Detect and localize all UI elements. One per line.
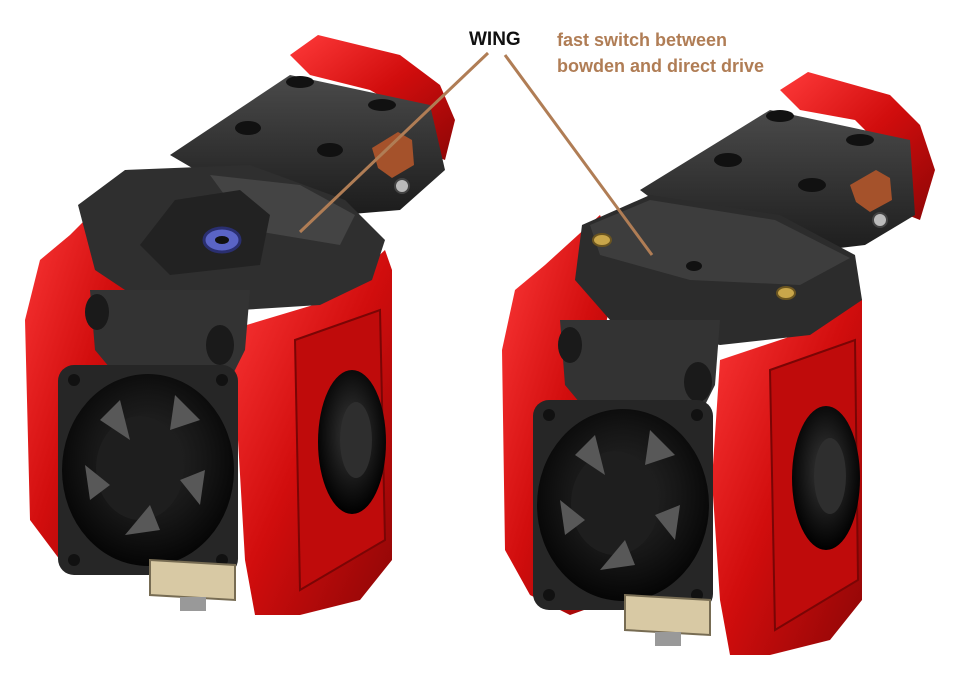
right-front-recess-left xyxy=(558,327,582,363)
left-bowden-coupler-hole xyxy=(215,236,229,244)
left-fan-screw-1 xyxy=(68,374,80,386)
left-blower-hub xyxy=(340,402,372,478)
left-top-hole-1 xyxy=(286,76,314,88)
left-top-hole-2 xyxy=(235,121,261,135)
left-latch-screw xyxy=(395,179,409,193)
switch-note xyxy=(557,27,764,79)
left-top-hole-3 xyxy=(317,143,343,157)
right-fan-screw-1 xyxy=(543,409,555,421)
left-front-recess-left xyxy=(85,294,109,330)
left-heater-block xyxy=(150,560,235,600)
left-extruder-assembly xyxy=(25,35,455,615)
right-fan-screw-2 xyxy=(691,409,703,421)
right-top-hole-4 xyxy=(846,134,874,146)
left-fan-hub xyxy=(96,416,184,520)
right-top-hole-1 xyxy=(766,110,794,122)
right-blower-hub xyxy=(814,438,846,514)
right-insert-left xyxy=(593,234,611,246)
left-fan-screw-3 xyxy=(68,554,80,566)
right-heater-block xyxy=(625,595,710,635)
right-fan-hub xyxy=(571,451,659,555)
right-latch-screw xyxy=(873,213,887,227)
right-center-hole xyxy=(686,261,702,271)
left-fan-screw-2 xyxy=(216,374,228,386)
right-fan-screw-3 xyxy=(543,589,555,601)
right-top-hole-2 xyxy=(714,153,742,167)
wing-label: WING xyxy=(469,29,521,50)
right-front-recess-right xyxy=(684,362,712,402)
right-extruder-assembly xyxy=(502,72,935,655)
switch-note-line-2: bowden and direct drive xyxy=(557,56,765,76)
left-front-recess-right xyxy=(206,325,234,365)
right-nozzle xyxy=(655,632,681,646)
switch-leader-line xyxy=(505,55,652,255)
left-top-hole-4 xyxy=(368,99,396,111)
right-insert-right xyxy=(777,287,795,299)
switch-note-line-1: fast switch between xyxy=(557,30,728,50)
right-top-hole-3 xyxy=(798,178,826,192)
left-nozzle xyxy=(180,597,206,611)
